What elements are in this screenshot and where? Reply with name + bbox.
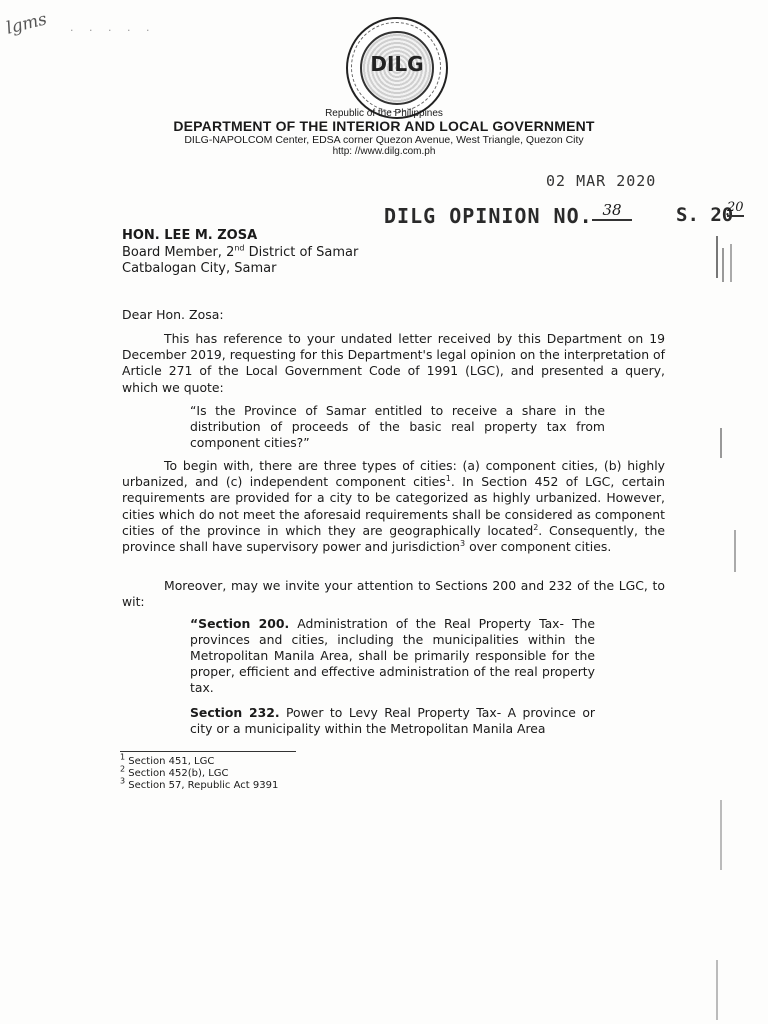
footnote-ref-1: 1 <box>445 474 451 484</box>
scan-mark <box>734 530 736 572</box>
paragraph-intro: This has reference to your undated letter received by this Department on 19 December 2019, requesting for this Department's legal opinion on the interpretation of Article 271 of the Local Government Code of 1991 (LGC), and presented a query, which we quote: <box>122 331 665 395</box>
opinion-number: 38 <box>592 201 632 221</box>
scan-mark <box>722 248 724 282</box>
scan-mark <box>720 428 722 458</box>
footnote-ref-2: 2 <box>533 522 539 532</box>
department-url: http: //www.dilg.com.ph <box>332 146 436 157</box>
series-year: 20 <box>727 200 744 215</box>
scan-mark <box>720 800 722 870</box>
p2-part3: . Consequently, the province shall have supervisory power and jurisdiction <box>122 522 665 555</box>
section-232-text: Power to Levy Real Property Tax- A province or city or a municipality within the Metropolitan Manila Area <box>190 705 596 736</box>
footnote-ref-3: 3 <box>460 538 466 548</box>
footnotes <box>120 752 279 792</box>
footnote-3 <box>120 776 279 792</box>
scan-mark <box>730 244 732 282</box>
handwritten-marks: · · · · · <box>70 24 156 37</box>
footnote-1-num: 1 <box>120 752 126 762</box>
p2-part2: . In Section 452 of LGC, certain requirements are provided for a city to be categorized as highly urbanized. However, cities which do not meet the aforesaid requirements shall be considered as component cities of the province in which they are geographically located <box>122 474 665 538</box>
scan-mark <box>716 960 718 1020</box>
section-200-text: Administration of the Real Property Tax- The provinces and cities, including the municipalities within the Metropolitan Manila Area, shall be primarily responsible for the proper, efficient and effective administration of the real property tax. <box>190 616 595 695</box>
department-name: DEPARTMENT OF THE INTERIOR AND LOCAL GOVERNMENT <box>173 118 595 134</box>
footnote-1 <box>120 752 278 768</box>
position-prefix: Board Member, 2 <box>122 244 235 260</box>
paragraph-sections-intro: Moreover, may we invite your attention to Sections 200 and 232 of the LGC, to wit: <box>122 578 665 610</box>
section-232-heading: Section 232. <box>190 705 280 720</box>
addressee-location: Catbalogan City, Samar <box>122 261 277 276</box>
salutation: Dear Hon. Zosa: <box>122 307 224 322</box>
footnote-3-text: Section 57, Republic Act 9391 <box>125 780 279 791</box>
section-200-heading: “Section 200. <box>190 616 290 631</box>
footnote-3-num: 3 <box>120 776 126 786</box>
handwritten-note: lgms <box>4 9 49 39</box>
section-232-quote <box>190 705 595 737</box>
addressee-position <box>122 245 358 262</box>
section-200-quote <box>190 616 595 696</box>
position-suffix: District of Samar <box>244 244 359 260</box>
p2-part4: over component cities. <box>465 539 612 555</box>
republic-line: Republic of the Philippines <box>325 108 443 119</box>
footnote-rule <box>120 751 296 752</box>
footnote-2-num: 2 <box>120 764 126 774</box>
quoted-query: “Is the Province of Samar entitled to receive a share in the distribution of proceeds of the basic real property tax from component cities?” <box>190 403 605 450</box>
footnote-1-text: Section 451, LGC <box>125 756 215 767</box>
dilg-seal <box>346 17 448 119</box>
footnote-2 <box>120 764 278 780</box>
p2-part1: To begin with, there are three types of cities: (a) component cities, (b) highly urbanized, and (c) independent component cities <box>122 458 665 490</box>
department-address: DILG-NAPOLCOM Center, EDSA corner Quezon Avenue, West Triangle, Quezon City <box>184 134 584 146</box>
date-stamp: 02 MAR 2020 <box>546 172 657 190</box>
footnote-2-text: Section 452(b), LGC <box>125 768 229 779</box>
addressee-block <box>122 228 358 278</box>
position-sup: nd <box>234 243 245 253</box>
opinion-label: DILG OPINION NO. <box>384 204 593 228</box>
scan-mark <box>716 236 718 278</box>
seal-initials: DILG <box>370 52 424 76</box>
series-label: S. 20 <box>676 204 734 226</box>
addressee-name: HON. LEE M. ZOSA <box>122 228 258 243</box>
paragraph-city-types <box>122 458 665 555</box>
